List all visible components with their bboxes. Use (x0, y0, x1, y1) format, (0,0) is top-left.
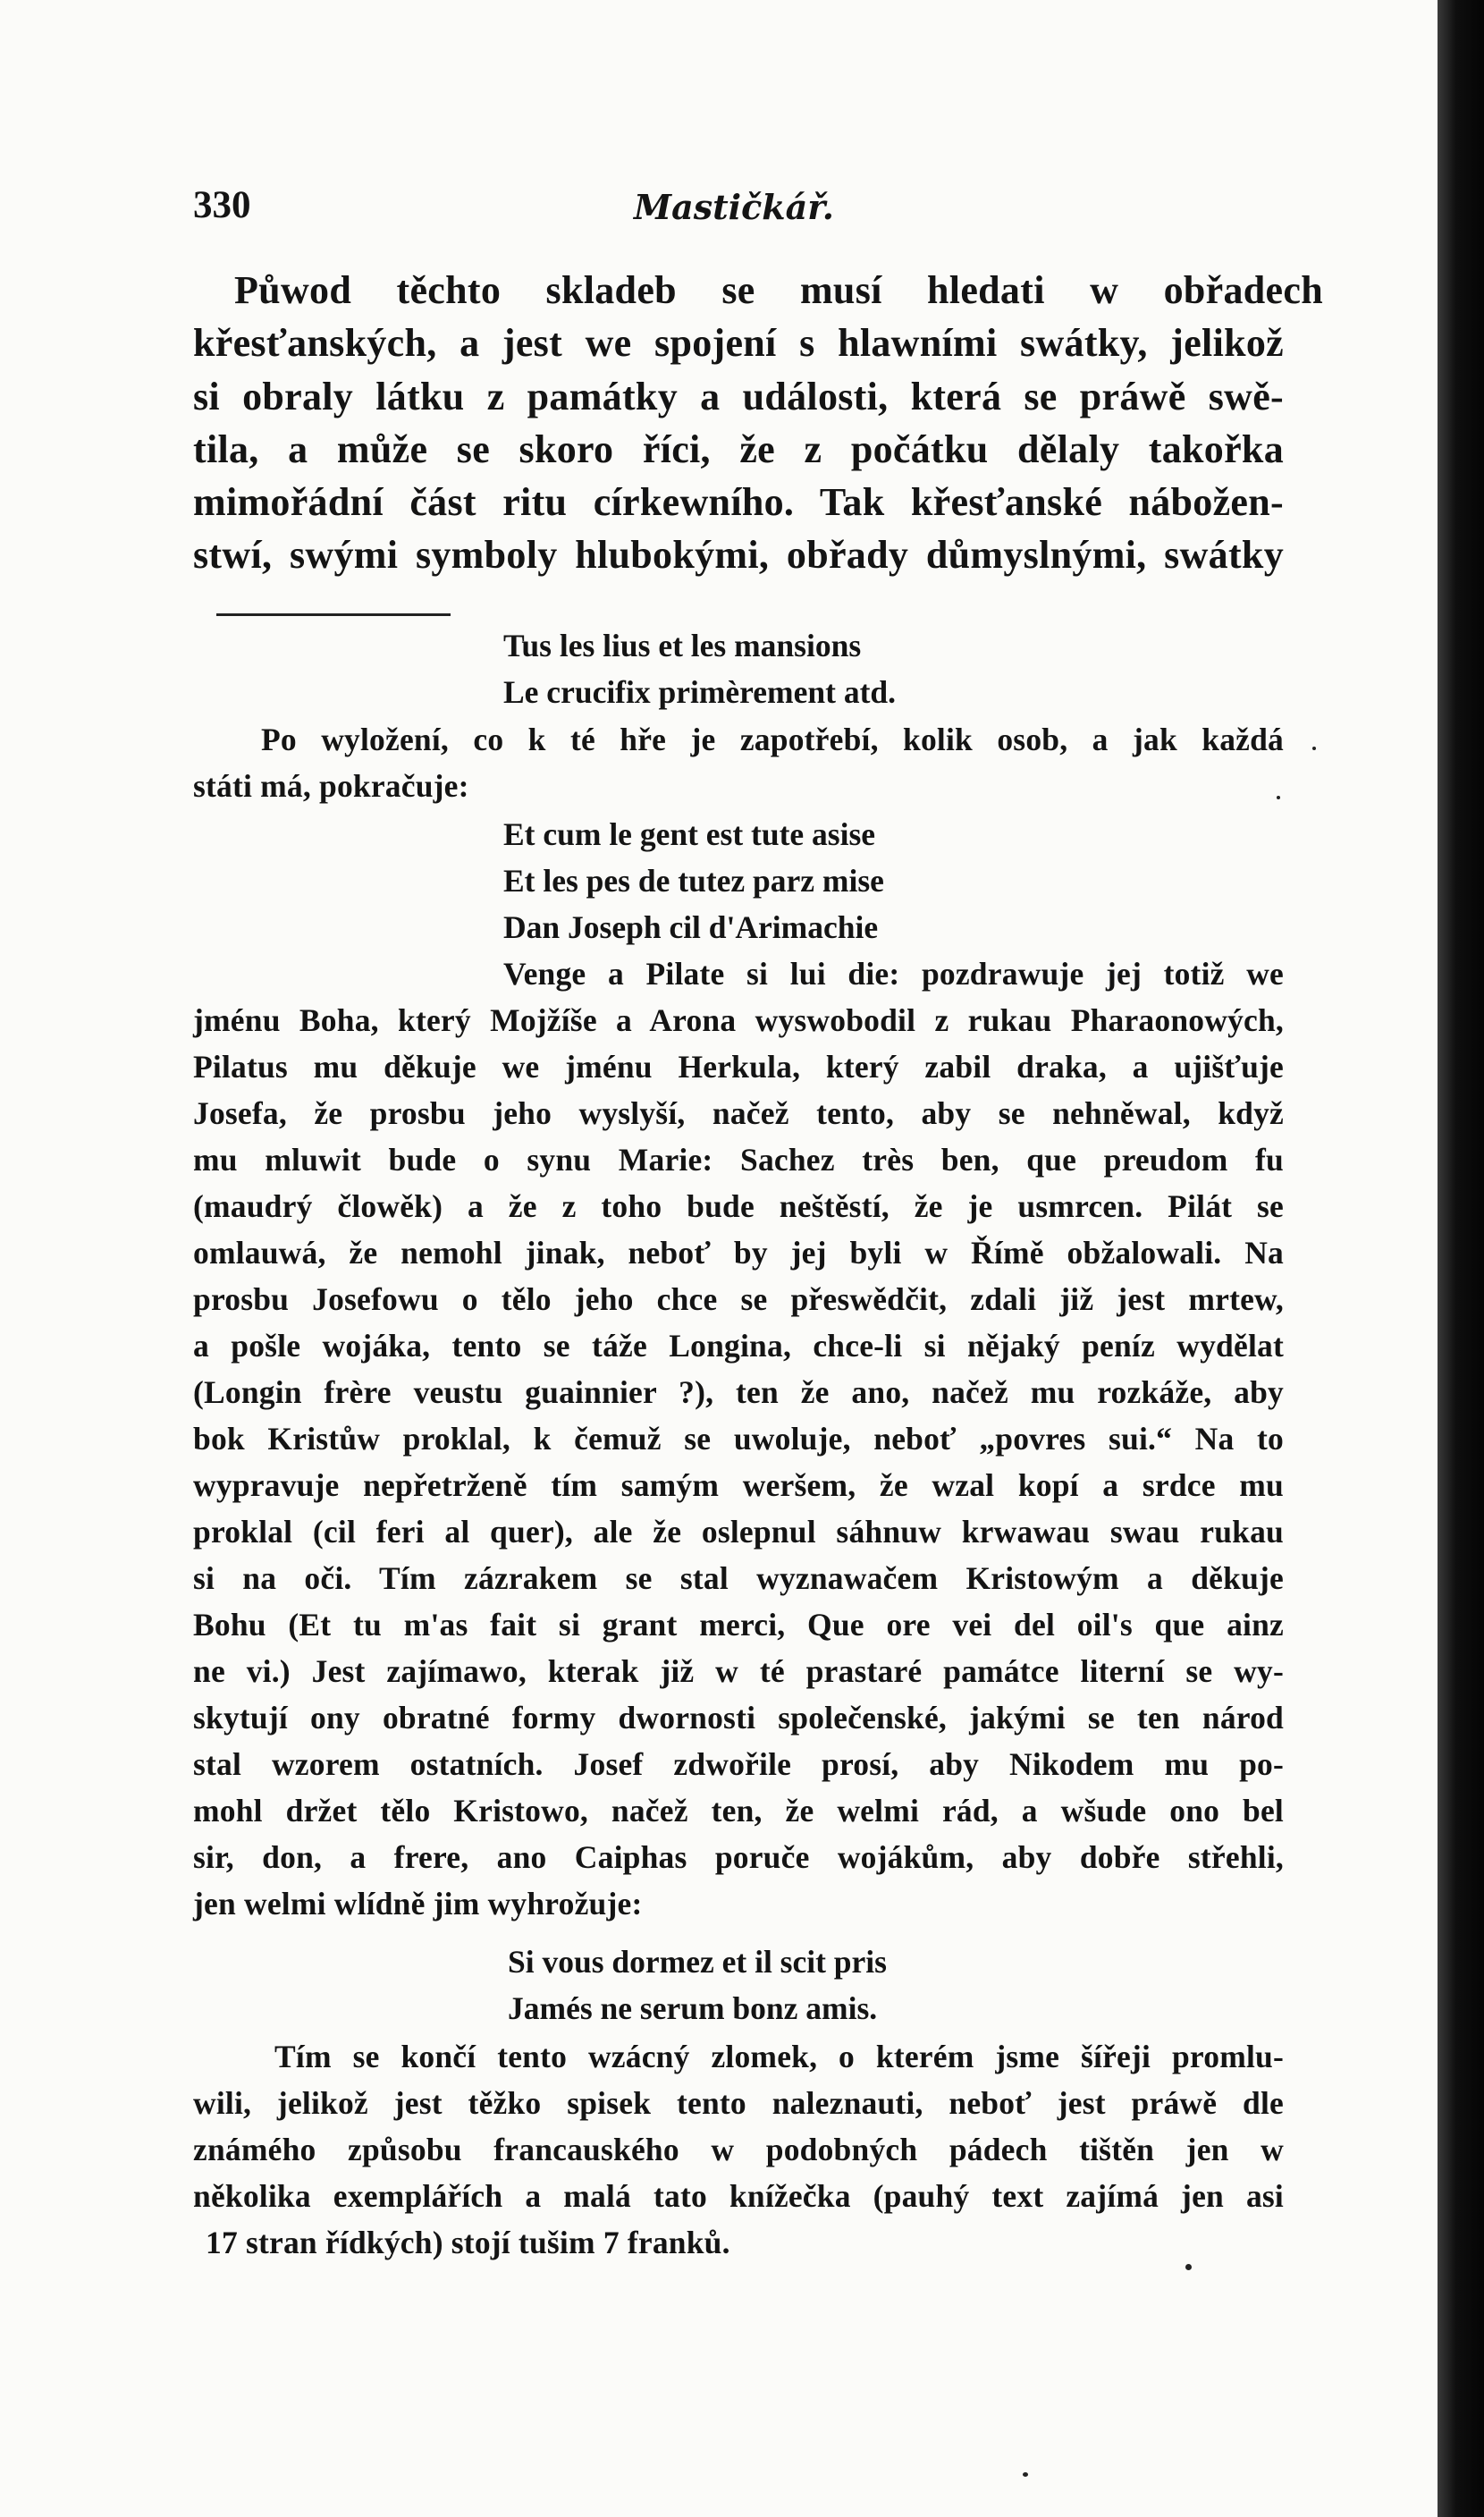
main-text-line: křesťanských, a jest we spojení s hlawními swátky, jelikož (193, 321, 1284, 365)
footnote-line: a pošle wojáka, tento se táže Longina, chce-li si nějaký peníz wydělat (193, 1328, 1284, 1364)
footnote-line: sir, don, a frere, ano Caiphas poruče wojákům, aby dobře střehli, (193, 1839, 1284, 1875)
footnote-line: (Longin frère veustu guainnier ?), ten že ano, načež mu rozkáže, aby (193, 1374, 1284, 1410)
footnote-line: (maudrý člowěk) a že z toho bude neštěstí, že je usmrcen. Pilát se (193, 1188, 1284, 1224)
footnote-line: státi má, pokračuje: (193, 768, 469, 804)
footnote-line: Pilatus mu děkuje we jménu Herkula, který zabil draka, a ujišťuje (193, 1049, 1284, 1085)
verse-line: Tus les lius et les mansions (503, 628, 862, 663)
verse-line: Et cum le gent est tute asise (503, 816, 876, 852)
footnote-line: Bohu (Et tu m'as fait si grant merci, Que ore vei del oil's que ainz (193, 1607, 1284, 1643)
footnote-line: si na oči. Tím zázrakem se stal wyznawačem Kristowým a děkuje (193, 1560, 1284, 1596)
main-text-line: stwí, swými symboly hlubokými, obřady důmyslnými, swátky (193, 533, 1284, 577)
footnote-line: Tím se končí tento wzácný zlomek, o kterém jsme šířeji promlu- (274, 2039, 1284, 2074)
footnote-line: prosbu Josefowu o tělo jeho chce se přeswědčit, zdali již jest mrtew, (193, 1281, 1284, 1317)
scan-speck (1023, 2472, 1028, 2477)
footnote-line: proklal (cil feri al quer), ale že oslepnul sáhnuw krwawau swau rukau (193, 1514, 1284, 1550)
footnote-line: jménu Boha, který Mojžíše a Arona wyswobodil z rukau Pharaonowých, (193, 1002, 1284, 1038)
main-text-line: mimořádní část ritu církewního. Tak křesťanské nábožen- (193, 480, 1284, 524)
verse-line: Et les pes de tutez parz mise (503, 863, 884, 899)
scan-speck (1312, 747, 1316, 750)
main-text-line: tila, a může se skoro říci, že z počátku dělaly takořka (193, 427, 1284, 471)
footnote-line: Venge a Pilate si lui die: pozdrawuje jej totiž we (503, 956, 1284, 992)
verse-line: Dan Joseph cil d'Arimachie (503, 909, 879, 945)
page-header (193, 183, 1275, 237)
verse-line: Le crucifix primèrement atd. (503, 674, 897, 710)
footnote-line: wypravuje nepřetrženě tím samým weršem, že wzal kopí a srdce mu (193, 1467, 1284, 1503)
page-scan-edge (1438, 0, 1484, 2517)
footnote-line: mohl držet tělo Kristowo, načež ten, že welmi rád, a wšude ono bel (193, 1793, 1284, 1829)
footnote-line: stal wzorem ostatních. Josef zdwořile prosí, aby Nikodem mu po- (193, 1746, 1284, 1782)
footnote-line: mu mluwit bude o synu Marie: Sachez très ben, que preudom fu (193, 1142, 1284, 1178)
scan-speck (1185, 2264, 1192, 2270)
verse-line: Si vous dormez et il scit pris (508, 1944, 887, 1980)
footnote-line: několika exemplářích a malá tato knížečka (pauhý text zajímá jen asi (193, 2178, 1284, 2214)
footnote-line: wili, jelikož jest těžko spisek tento naleznauti, neboť jest práwě dle (193, 2085, 1284, 2121)
footnote-line: Po wyložení, co k té hře je zapotřebí, kolik osob, a jak každá (261, 722, 1284, 757)
verse-line: Jamés ne serum bonz amis. (508, 1990, 878, 2026)
footnote-line: 17 stran řídkých) stojí tušim 7 franků. (206, 2225, 730, 2260)
main-text-line: si obraly látku z památky a události, která se práwě swě- (193, 375, 1284, 418)
footnote-separator (216, 613, 451, 616)
footnote-line: známého způsobu francauského w podobných pádech tištěn jen w (193, 2132, 1284, 2167)
footnote-line: omlauwá, že nemohl jinak, neboť by jej byli w Římě obžalowali. Na (193, 1235, 1284, 1271)
footnote-line: skytují ony obratné formy dwornosti společenské, jakými se ten národ (193, 1700, 1284, 1736)
footnote-line: bok Kristůw proklal, k čemuž se uwoluje, neboť „povres sui.“ Na to (193, 1421, 1284, 1457)
footnote-line: ne vi.) Jest zajímawo, kterak již w té prastaré památce literní se wy- (193, 1653, 1284, 1689)
footnote-line: Josefa, že prosbu jeho wyslyší, načež tento, aby se nehněwal, když (193, 1095, 1284, 1131)
scan-speck (1277, 796, 1280, 799)
footnote-line: jen welmi wlídně jim wyhrožuje: (193, 1886, 643, 1922)
page-number: 330 (193, 184, 251, 226)
main-text-line: Půwod těchto skladeb se musí hledati w obřadech (234, 268, 1323, 312)
running-title: Mastičkář. (634, 187, 834, 227)
